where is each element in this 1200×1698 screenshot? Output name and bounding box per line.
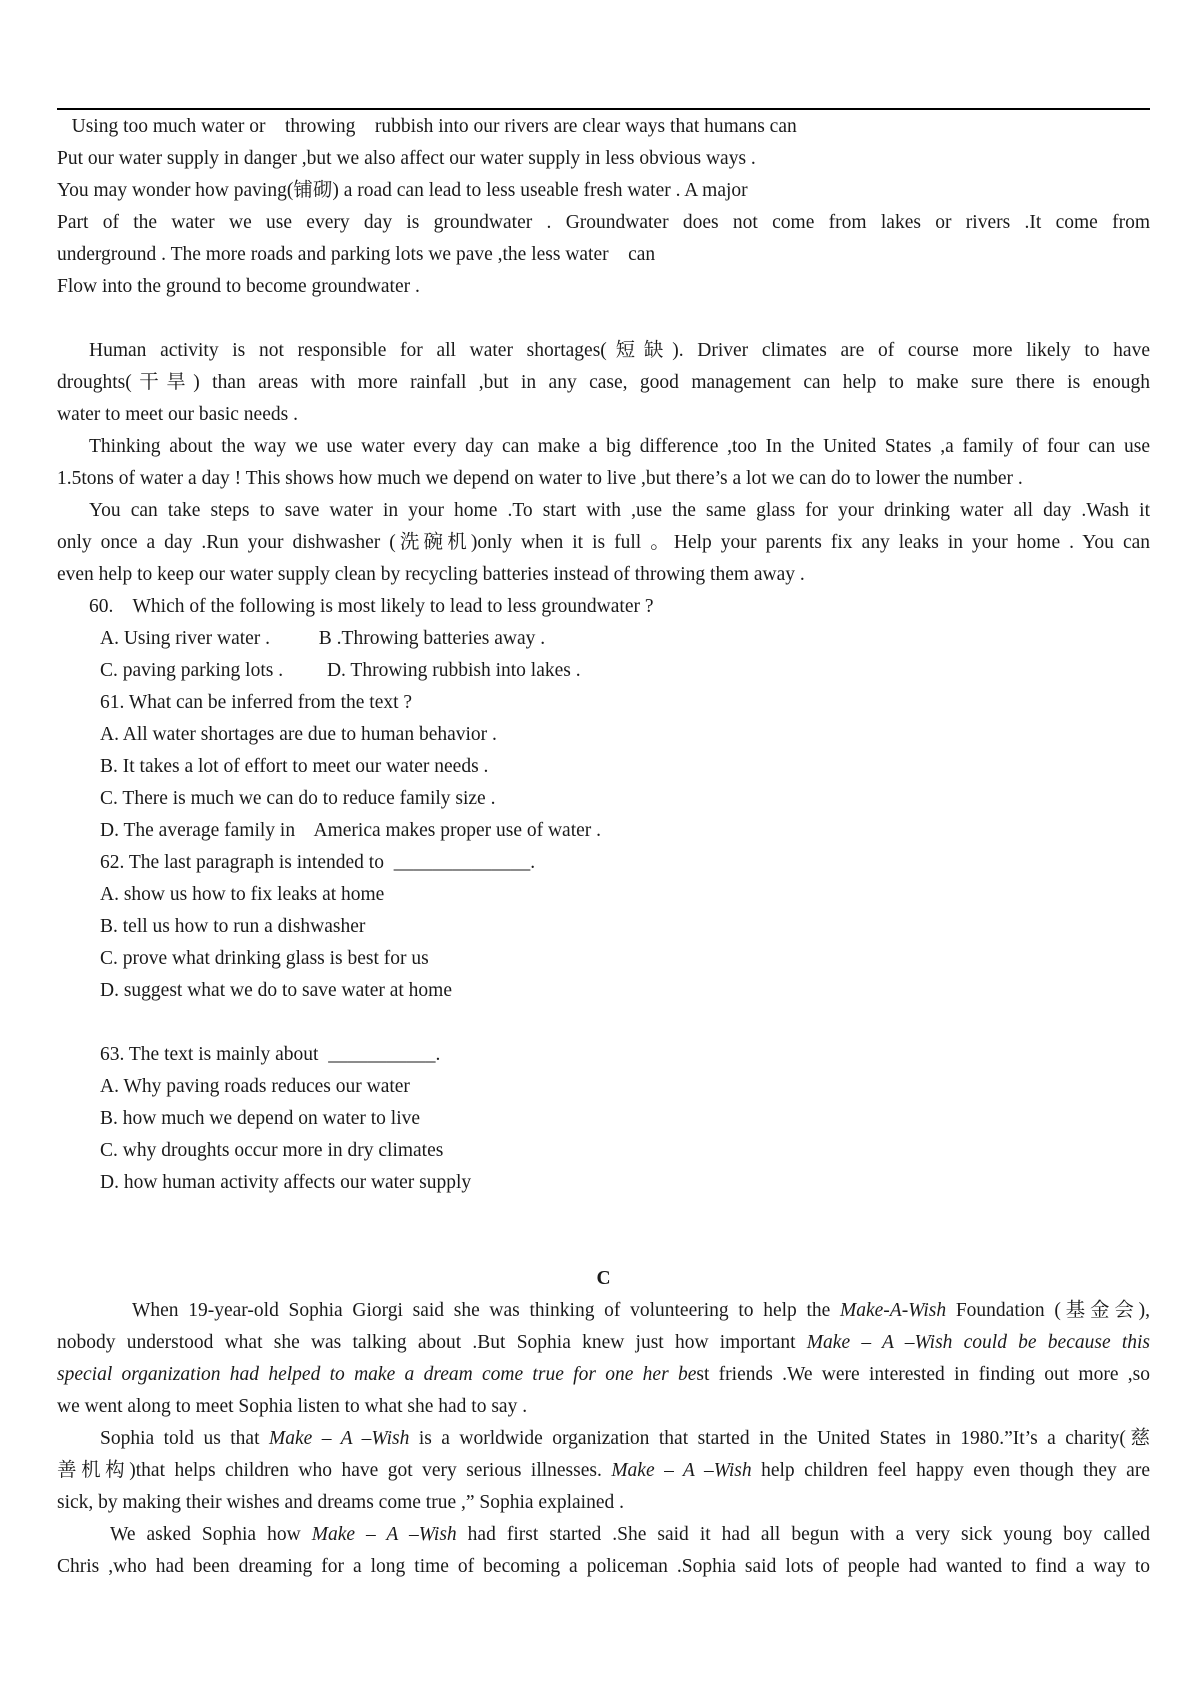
passage-b-p2-line-3: water to meet our basic needs . — [57, 404, 298, 425]
question-62-option-c: C. prove what drinking glass is best for us — [100, 948, 429, 969]
passage-c-p1-line-4: we went along to meet Sophia listen to what she had to say . — [57, 1396, 528, 1417]
question-61-option-b: B. It takes a lot of effort to meet our water needs . — [100, 756, 489, 777]
top-rule — [57, 108, 1150, 110]
question-63-option-c: C. why droughts occur more in dry climates — [100, 1140, 444, 1161]
passage-c-p2-line-1 — [57, 1423, 1150, 1455]
passage-c-p2-line-2 — [57, 1455, 1150, 1487]
italic-run: special organization had helped to make a dream come true for one her be — [57, 1364, 697, 1385]
text-run: nobody understood what she was talking about .But Sophia knew just how important — [57, 1332, 807, 1353]
italic-run: Make – A –Wish — [268, 1428, 410, 1449]
passage-b-p4-line-1: You can take steps to save water in your home .To start with ,use the same glass for your drinking water all day .Wash it — [89, 500, 1150, 521]
italic-run: Make – A –Wish could be because this — [806, 1332, 1150, 1353]
question-61-option-d: D. The average family in America makes proper use of water . — [100, 820, 602, 841]
passage-b-p2-line-2: droughts(干旱) than areas with more rainfall ,but in any case, good management can help to make sure there is enough — [57, 372, 1150, 393]
passage-b-p1-line-5: underground . The more roads and parking lots we pave ,the less water can — [57, 244, 656, 265]
question-60-stem: 60. Which of the following is most likely to lead to less groundwater ? — [89, 596, 654, 617]
passage-c-p3-line-2: Chris ,who had been dreaming for a long time of becoming a policeman .Sophia said lots of people had wanted to find a way to — [57, 1556, 1150, 1577]
passage-c-p1-line-1 — [57, 1295, 1150, 1327]
question-62-stem: 62. The last paragraph is intended to ______________. — [100, 852, 536, 873]
passage-b-p1-line-2: Put our water supply in danger ,but we also affect our water supply in less obvious ways . — [57, 148, 756, 169]
text-run: 善机构)that helps children who have got very serious illnesses. — [57, 1460, 612, 1481]
text-run: When 19-year-old Sophia Giorgi said she was thinking of volunteering to help the — [132, 1300, 840, 1321]
italic-run: Make – A –Wish — [311, 1524, 457, 1545]
question-63-stem: 63. The text is mainly about ___________. — [100, 1044, 441, 1065]
question-63-option-a: A. Why paving roads reduces our water — [100, 1076, 410, 1097]
question-62-option-a: A. show us how to fix leaks at home — [100, 884, 385, 905]
text-run: help children feel happy even though they are — [751, 1460, 1150, 1481]
question-61-stem: 61. What can be inferred from the text ? — [100, 692, 413, 713]
passage-b-p1-line-4: Part of the water we use every day is groundwater . Groundwater does not come from lakes or rivers .It come from — [57, 212, 1150, 233]
question-63-option-d: D. how human activity affects our water supply — [100, 1172, 472, 1193]
passage-b-p1-line-1: Using too much water or throwing rubbish into our rivers are clear ways that humans can — [57, 116, 797, 137]
italic-run: Make-A-Wish — [840, 1300, 947, 1321]
text-run: st friends .We were interested in finding out more ,so — [696, 1364, 1150, 1385]
question-61-option-c: C. There is much we can do to reduce family size . — [100, 788, 496, 809]
text-run: had first started .She said it had all begun with a very sick young boy called — [456, 1524, 1150, 1545]
text-run: We asked Sophia how — [110, 1524, 312, 1545]
text-run: is a worldwide organization that started in the United States in 1980.”It’s a charity(慈 — [409, 1428, 1150, 1449]
passage-c-p3-line-1 — [57, 1519, 1150, 1551]
text-run: Sophia told us that — [100, 1428, 269, 1449]
question-60-options-ab: A. Using river water . B .Throwing batteries away . — [100, 628, 546, 649]
passage-b-p1-line-6: Flow into the ground to become groundwater . — [57, 276, 420, 297]
question-62-option-b: B. tell us how to run a dishwasher — [100, 916, 366, 937]
passage-b-p1-line-3: You may wonder how paving(铺砌) a road can lead to less useable fresh water . A major — [57, 180, 748, 201]
question-62-option-d: D. suggest what we do to save water at home — [100, 980, 452, 1001]
passage-c-p1-line-3 — [57, 1359, 1150, 1391]
document-body — [57, 111, 1150, 1583]
passage-b-p2-line-1: Human activity is not responsible for all water shortages(短缺). Driver climates are of course more likely to have — [89, 340, 1150, 361]
passage-c-p2-line-3: sick, by making their wishes and dreams come true ,” Sophia explained . — [57, 1492, 624, 1513]
question-60-options-cd: C. paving parking lots . D. Throwing rubbish into lakes . — [100, 660, 581, 681]
question-61-option-a: A. All water shortages are due to human behavior . — [100, 724, 497, 745]
passage-b-p4-line-2: only once a day .Run your dishwasher (洗碗机)only when it is full 。Help your parents fix any leaks in your home . You can — [57, 532, 1150, 553]
passage-c-p1-line-2 — [57, 1327, 1150, 1359]
passage-b-p3-line-2: 1.5tons of water a day ! This shows how much we depend on water to live ,but there’s a lot we can do to lower the number . — [57, 468, 1023, 489]
passage-c-heading: C — [596, 1268, 611, 1289]
text-run: Foundation (基金会), — [946, 1300, 1150, 1321]
italic-run: Make – A –Wish — [611, 1460, 752, 1481]
passage-b-p4-line-3: even help to keep our water supply clean by recycling batteries instead of throwing them away . — [57, 564, 805, 585]
passage-b-p3-line-1: Thinking about the way we use water every day can make a big difference ,too In the United States ,a family of four can use — [89, 436, 1150, 457]
question-63-option-b: B. how much we depend on water to live — [100, 1108, 421, 1129]
